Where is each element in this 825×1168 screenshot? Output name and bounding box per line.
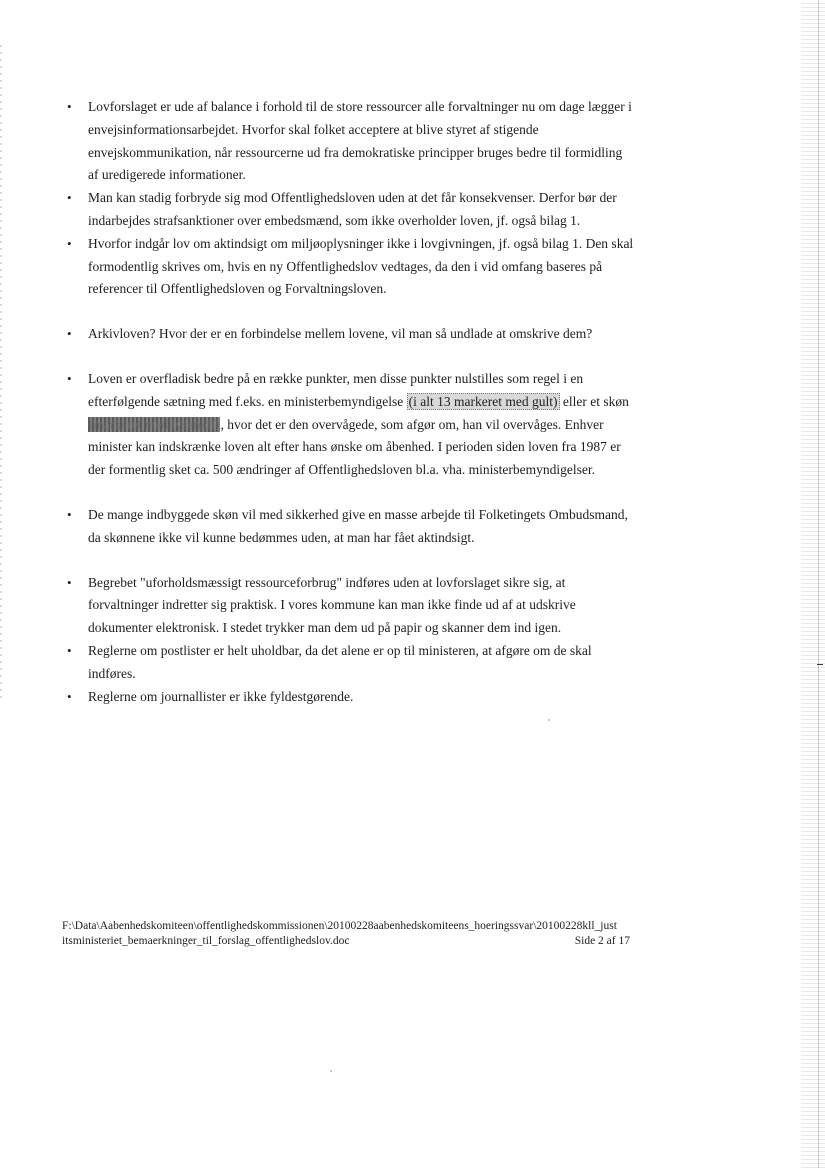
footer-row <box>62 934 630 949</box>
bullet-icon: • <box>67 574 72 590</box>
scan-speck <box>548 719 550 721</box>
scan-speck <box>330 1070 332 1072</box>
bullet-text: Loven er overfladisk bedre på en række punkter, men disse punkter nulstilles som regel i en efterfølgende sætning med f.eks. en ministerbemyndigelse <box>88 370 584 409</box>
bullet-text: Begrebet "uforholdsmæssigt ressourceforbrug" indføres uden at lovforslaget sikre sig, at forvaltninger indretter sig praktisk. I vores kommune kan man ikke finde ud af at udskrive dokumenter elektronisk. I stedet trykker man dem ud på papir og skanner dem ind igen. <box>88 574 576 636</box>
bullet-text: Reglerne om postlister er helt uholdbar, da det alene er op til ministeren, at afgøre om de skal indføres. <box>88 642 592 681</box>
list-item <box>62 686 634 709</box>
bullet-icon: • <box>67 506 72 522</box>
highlight-skoen: (markeret med lyserødt) <box>89 416 220 432</box>
list-item <box>62 233 634 301</box>
list-item <box>62 504 634 550</box>
scan-edge-line <box>818 0 819 1168</box>
bullet-icon: • <box>67 688 72 704</box>
list-item <box>62 572 634 640</box>
list-item <box>62 368 634 482</box>
page-number: Side 2 af 17 <box>574 935 630 947</box>
bullet-list <box>62 96 634 708</box>
list-item <box>62 96 634 187</box>
scan-edge-right <box>801 0 825 1168</box>
scan-edge-left <box>0 40 2 700</box>
bullet-text: Lovforslaget er ude af balance i forhold til de store ressourcer alle forvaltninger nu om dage lægger i envejsinformationsarbejdet. Hvorfor skal folket acceptere at blive styret af stigende envejskommunikation, når ressourcerne ud fra demokratiske principper bruges bedre til formidling af uredigerede informationer. <box>88 99 632 183</box>
file-path: F:\Data\Aabenhedskomiteen\offentlighedskommissionen\20100228aabenhedskomiteens_hoeringssvar\20100228kll_just <box>62 920 617 932</box>
bullet-icon: • <box>67 326 72 342</box>
bullet-icon: • <box>67 99 72 114</box>
bullet-text: , hvor det er den overvågede, som afgør om, han vil overvåges. Enhver minister kan indskrænke loven alt efter hans ønske om åbenhed. I perioden siden loven fra 1987 er der formentlig sket ca. 500 ændringer af Offentlighedsloven bl.a. vha. ministerbemyndigelser. <box>88 416 621 478</box>
list-item <box>62 187 634 233</box>
bullet-text: Man kan stadig forbryde sig mod Offentlighedsloven uden at det får konsekvenser. Derfor bør der indarbejdes strafsanktioner over embedsmænd, som ikke overholder loven, jf. også bilag 1. <box>88 190 617 228</box>
bullet-icon: • <box>67 642 72 658</box>
list-item <box>62 640 634 686</box>
page-footer <box>62 919 630 949</box>
bullet-text: eller et skøn <box>559 393 629 409</box>
bullet-icon: • <box>67 190 72 206</box>
highlight-ministerbemyndigelse: (i alt 13 markeret med gult) <box>408 393 558 409</box>
bullet-text: Reglerne om journallister er ikke fyldestgørende. <box>88 688 354 704</box>
file-name: itsministeriet_bemaerkninger_til_forslag_offentlighedslov.doc <box>62 935 350 947</box>
list-item <box>62 323 634 346</box>
bullet-icon: • <box>67 235 72 251</box>
scan-mark <box>817 664 823 665</box>
bullet-text: De mange indbyggede skøn vil med sikkerhed give en masse arbejde til Folketingets Ombudsmand, da skønnene ikke vil kunne bedømmes uden, at man har fået aktindsigt. <box>88 506 628 545</box>
bullet-text: Hvorfor indgår lov om aktindsigt om miljøoplysninger ikke i lovgivningen, jf. også bilag 1. Den skal formodentlig skrives om, hvis en ny Offentlighedslov vedtages, da den i vid omfang baseres på referencer til Offentlighedsloven og Forvaltningsloven. <box>88 235 634 297</box>
bullet-text: Arkivloven? Hvor der er en forbindelse mellem lovene, vil man så undlade at omskrive dem? <box>88 326 593 342</box>
bullet-icon: • <box>67 370 72 386</box>
